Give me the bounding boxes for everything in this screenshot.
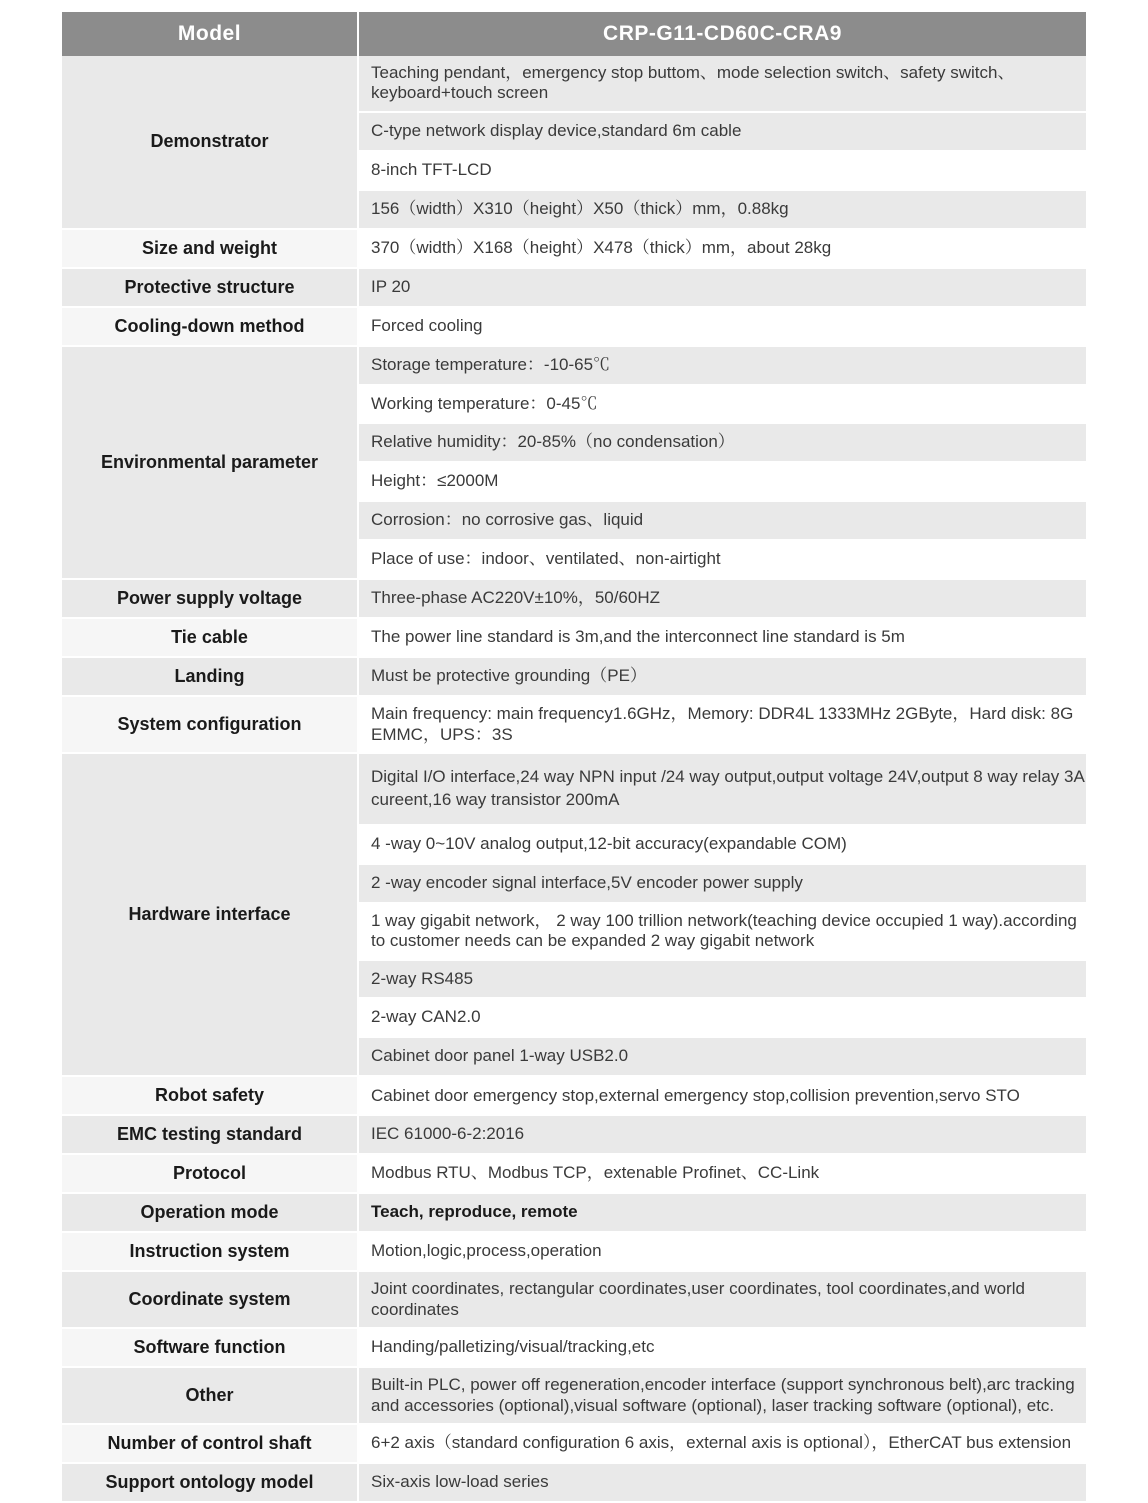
row-value: Main frequency: main frequency1.6GHz，Memory: DDR4L 1333MHz 2GByte，Hard disk: 8G EMMC，UPS：3S: [358, 696, 1086, 753]
table-row: [62, 753, 1086, 825]
row-label-coordinate-system: Coordinate system: [62, 1271, 358, 1328]
row-value: Forced cooling: [358, 307, 1086, 346]
row-value: Storage temperature：-10-65℃: [358, 346, 1086, 385]
row-label-hardware-interface: Hardware interface: [62, 753, 358, 1076]
row-label-number-of-control-shaft: Number of control shaft: [62, 1424, 358, 1463]
row-value: Place of use：indoor、ventilated、non-airtight: [358, 540, 1086, 579]
row-value: Joint coordinates, rectangular coordinates,user coordinates, tool coordinates,and world coordinates: [358, 1271, 1086, 1328]
row-value: Modbus RTU、Modbus TCP，extenable Profinet、CC-Link: [358, 1154, 1086, 1193]
table-row: [62, 1271, 1086, 1328]
table-row: [62, 1076, 1086, 1115]
row-value: Must be protective grounding（PE）: [358, 657, 1086, 696]
row-label-emc-testing-standard: EMC testing standard: [62, 1115, 358, 1154]
table-row: [62, 1367, 1086, 1424]
table-header-row: [62, 12, 1086, 56]
row-value: Working temperature：0-45℃: [358, 385, 1086, 424]
row-value: Digital I/O interface,24 way NPN input /24 way output,output voltage 24V,output 8 way relay 3A cureent,16 way transistor 200mA: [358, 753, 1086, 825]
table-row: [62, 1232, 1086, 1271]
row-value: Motion,logic,process,operation: [358, 1232, 1086, 1271]
row-value: 8-inch TFT-LCD: [358, 151, 1086, 190]
row-label-robot-safety: Robot safety: [62, 1076, 358, 1115]
row-value: Six-axis low-load series: [358, 1463, 1086, 1502]
row-label-operation-mode: Operation mode: [62, 1193, 358, 1232]
table-row: [62, 696, 1086, 753]
row-value: Three-phase AC220V±10%，50/60HZ: [358, 579, 1086, 618]
table-row: [62, 657, 1086, 696]
row-label-support-ontology-model: Support ontology model: [62, 1463, 358, 1502]
row-value: Height：≤2000M: [358, 462, 1086, 501]
header-label-model: Model: [62, 12, 358, 56]
row-value: Corrosion：no corrosive gas、liquid: [358, 501, 1086, 540]
table-row: [62, 1424, 1086, 1463]
row-value: 1 way gigabit network， 2 way 100 trillion network(teaching device occupied 1 way).according to customer needs can be expanded 2 way gigabit network: [358, 903, 1086, 960]
row-value: Teaching pendant，emergency stop buttom、mode selection switch、safety switch、keyboard+touch screen: [358, 56, 1086, 112]
row-value: C-type network display device,standard 6m cable: [358, 112, 1086, 151]
row-label-other: Other: [62, 1367, 358, 1424]
row-value: 2-way CAN2.0: [358, 998, 1086, 1037]
row-value: 2 -way encoder signal interface,5V encoder power supply: [358, 864, 1086, 903]
row-label-power-supply-voltage: Power supply voltage: [62, 579, 358, 618]
table-row: [62, 229, 1086, 268]
row-label-protocol: Protocol: [62, 1154, 358, 1193]
row-label-tie-cable: Tie cable: [62, 618, 358, 657]
table-row: [62, 579, 1086, 618]
row-label-software-function: Software function: [62, 1328, 358, 1367]
row-value: Relative humidity：20-85%（no condensation）: [358, 423, 1086, 462]
table-row: [62, 346, 1086, 385]
row-value: The power line standard is 3m,and the interconnect line standard is 5m: [358, 618, 1086, 657]
table-row: [62, 1115, 1086, 1154]
row-label-size-and-weight: Size and weight: [62, 229, 358, 268]
specifications-table: [62, 12, 1086, 1503]
row-value: Teach, reproduce, remote: [358, 1193, 1086, 1232]
header-value-model: CRP-G11-CD60C-CRA9: [358, 12, 1086, 56]
row-value: Cabinet door emergency stop,external emergency stop,collision prevention,servo STO: [358, 1076, 1086, 1115]
row-value: 156（width）X310（height）X50（thick）mm，0.88kg: [358, 190, 1086, 229]
row-label-landing: Landing: [62, 657, 358, 696]
row-value: Handing/palletizing/visual/tracking,etc: [358, 1328, 1086, 1367]
row-value: 2-way RS485: [358, 960, 1086, 999]
row-label-instruction-system: Instruction system: [62, 1232, 358, 1271]
row-value: IP 20: [358, 268, 1086, 307]
row-value: 370（width）X168（height）X478（thick）mm，about 28kg: [358, 229, 1086, 268]
row-value: 6+2 axis（standard configuration 6 axis，external axis is optional），EtherCAT bus extension: [358, 1424, 1086, 1463]
row-value: Built-in PLC, power off regeneration,encoder interface (support synchronous belt),arc tracking and accessories (optional),visual software (optional), laser tracking software (optional), etc.: [358, 1367, 1086, 1424]
row-label-system-configuration: System configuration: [62, 696, 358, 753]
table-row: [62, 1328, 1086, 1367]
table-row: [62, 56, 1086, 112]
table-row: [62, 1463, 1086, 1502]
table-row: [62, 268, 1086, 307]
row-label-protective-structure: Protective structure: [62, 268, 358, 307]
table-row: [62, 1154, 1086, 1193]
table-row: [62, 1193, 1086, 1232]
row-value: IEC 61000-6-2:2016: [358, 1115, 1086, 1154]
table-row: [62, 618, 1086, 657]
row-label-environmental-parameter: Environmental parameter: [62, 346, 358, 580]
row-label-demonstrator: Demonstrator: [62, 56, 358, 229]
row-label-cooling-down-method: Cooling-down method: [62, 307, 358, 346]
row-value: Cabinet door panel 1-way USB2.0: [358, 1037, 1086, 1076]
table-row: [62, 307, 1086, 346]
row-value: 4 -way 0~10V analog output,12-bit accuracy(expandable COM): [358, 825, 1086, 864]
